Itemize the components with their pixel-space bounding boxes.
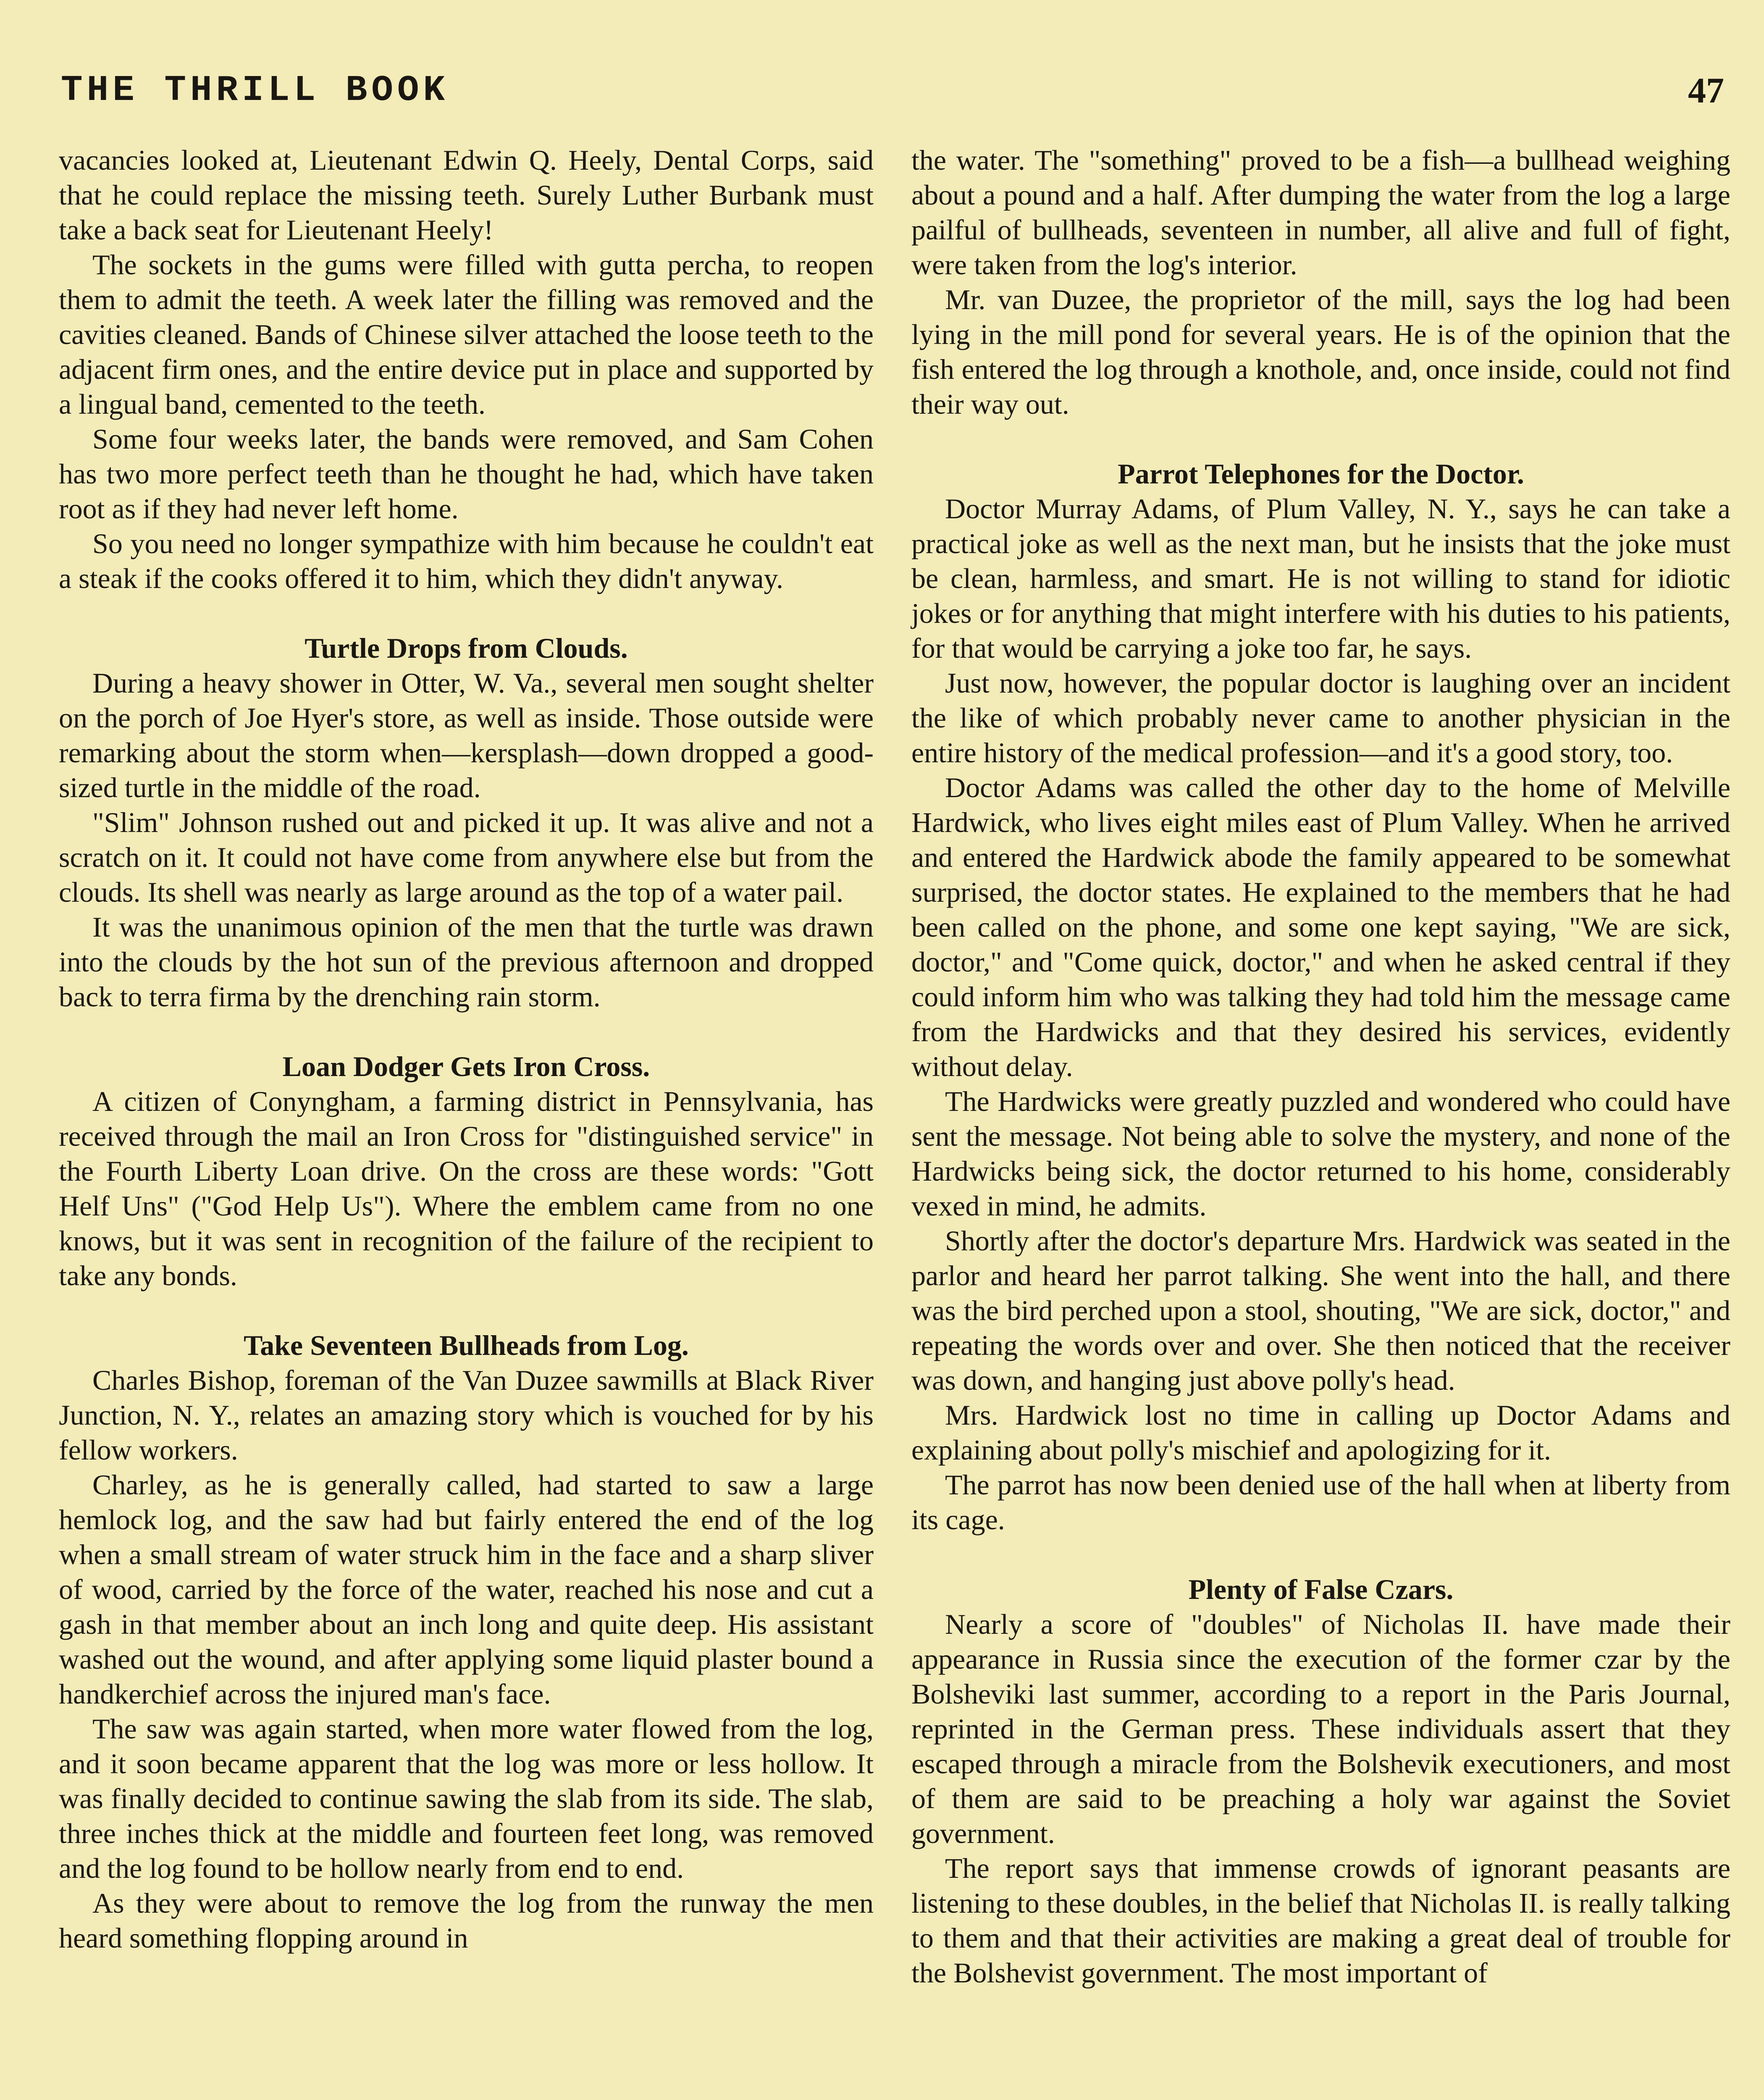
paragraph: As they were about to remove the log from the runway the men heard something flopping around in xyxy=(59,1887,874,1954)
paragraph: The sockets in the gums were filled with gutta percha, to reopen them to admit the teeth. A week later the filling was removed and the cavities cleaned. Bands of Chinese silver attached the loose teeth to the adjacent firm ones, and the entire device put in place and supported by a lingual band, cemented to the teeth. xyxy=(59,249,874,420)
section-heading-loan: Loan Dodger Gets Iron Cross. xyxy=(282,1050,650,1082)
paragraph: Charles Bishop, foreman of the Van Duzee sawmills at Black River Junction, N. Y., relates an amazing story which is vouched for by his fellow workers. xyxy=(59,1364,874,1466)
section-gap xyxy=(59,1293,874,1328)
running-header xyxy=(61,63,1724,118)
paragraph: Some four weeks later, the bands were removed, and Sam Cohen has two more perfect teeth than he thought he had, which have taken root as if they had never left home. xyxy=(59,423,874,525)
paragraph: Doctor Murray Adams, of Plum Valley, N. Y., says he can take a practical joke as well as the next man, but he insists that the joke must be clean, harmless, and smart. He is not willing to stand for idiotic jokes or for anything that might interfere with his duties to his patients, for that would be carrying a joke too far, he says. xyxy=(911,493,1730,664)
paragraph: The Hardwicks were greatly puzzled and wondered who could have sent the message. Not being able to solve the mystery, and none of the Hardwicks being sick, the doctor returned to his home, considerably vexed in mind, he admits. xyxy=(911,1085,1730,1222)
paragraph: So you need no longer sympathize with him because he couldn't eat a steak if the cooks offered it to him, which they didn't anyway. xyxy=(59,528,874,594)
paragraph: The report says that immense crowds of ignorant peasants are listening to these doubles, in the belief that Nicholas II. is really talking to them and that their activities are making a great deal of trouble for the Bolshevist government. The most important of xyxy=(911,1852,1730,1989)
page-number: 47 xyxy=(1688,70,1724,110)
paragraph: Charley, as he is generally called, had started to saw a large hemlock log, and the saw had but fairly entered the end of the log when a small stream of water struck him in the face and a sharp sliver of wood, carried by the force of the water, reached his nose and cut a gash in that member about an inch long and quite deep. His assistant washed out the wound, and after applying some liquid plaster bound a handkerchief across the injured man's face. xyxy=(59,1469,874,1710)
article-continuation: vacancies looked at, Lieutenant Edwin Q. Heely, Dental Corps, said that he could replace the missing teeth. Surely Luther Burbank must take a back seat for Lieutenant Heely! xyxy=(59,144,874,246)
section-gap xyxy=(911,1537,1730,1572)
paragraph: Mr. van Duzee, the proprietor of the mill, says the log had been lying in the mill pond for several years. He is of the opinion that the fish entered the log through a knothole, and, once inside, could not find their way out. xyxy=(911,284,1730,420)
paragraph: "Slim" Johnson rushed out and picked it up. It was alive and not a scratch on it. It could not have come from anywhere else but from the clouds. Its shell was nearly as large around as the top of a water pail. xyxy=(59,806,874,908)
section-gap xyxy=(59,596,874,631)
section-gap xyxy=(59,1014,874,1049)
paragraph: Doctor Adams was called the other day to the home of Melville Hardwick, who lives eight miles east of Plum Valley. When he arrived and entered the Hardwick abode the family appeared to be somewhat surprised, the doctor states. He explained to the members that he had been called on the phone, and some one kept saying, "We are sick, doctor," and "Come quick, doctor," and when he asked central if they could inform him who was talking they had told him the message came from the Hardwicks and that they desired his services, evidently without delay. xyxy=(911,772,1730,1082)
section-heading-bullheads: Take Seventeen Bullheads from Log. xyxy=(244,1329,689,1361)
paragraph: The saw was again started, when more water flowed from the log, and it soon became apparent that the log was more or less hollow. It was finally decided to continue sawing the slab from its side. The slab, three inches thick at the middle and fourteen feet long, was removed and the log found to be hollow nearly from end to end. xyxy=(59,1713,874,1884)
paragraph: Shortly after the doctor's departure Mrs. Hardwick was seated in the parlor and heard her parrot talking. She went into the hall, and there was the bird perched upon a stool, shouting, "We are sick, doctor," and repeating the words over and over. She then noticed that the receiver was down, and hanging just above polly's head. xyxy=(911,1225,1730,1396)
paragraph: The parrot has now been denied use of the hall when at liberty from its cage. xyxy=(911,1469,1730,1536)
paragraph: A citizen of Conyngham, a farming district in Pennsylvania, has received through the mail an Iron Cross for "distinguished service" in the Fourth Liberty Loan drive. On the cross are these words: "Gott Helf Uns" ("God Help Us"). Where the emblem came from no one knows, but it was sent in recognition of the failure of the recipient to take any bonds. xyxy=(59,1085,874,1292)
section-gap xyxy=(911,422,1730,457)
paragraph: During a heavy shower in Otter, W. Va., several men sought shelter on the porch of Joe Hyer's store, as well as inside. Those outside were remarking about the storm when—kersplash—down dropped a good-sized turtle in the middle of the road. xyxy=(59,667,874,803)
section-heading-turtle: Turtle Drops from Clouds. xyxy=(304,632,628,664)
paragraph: Nearly a score of "doubles" of Nicholas II. have made their appearance in Russia since the execution of the former czar by the Bolsheviki last summer, according to a report in the Paris Journal, reprinted in the German press. These individuals assert that they escaped through a miracle from the Bolshevik executioners, and most of them are said to be preaching a holy war against the Soviet government. xyxy=(911,1608,1730,1849)
section-heading-parrot: Parrot Telephones for the Doctor. xyxy=(1118,458,1524,490)
right-column xyxy=(911,143,1730,1990)
paragraph: Mrs. Hardwick lost no time in calling up Doctor Adams and explaining about polly's mischief and apologizing for it. xyxy=(911,1399,1730,1466)
paragraph: It was the unanimous opinion of the men that the turtle was drawn into the clouds by the hot sun of the previous afternoon and dropped back to terra firma by the drenching rain storm. xyxy=(59,911,874,1013)
section-heading-czars: Plenty of False Czars. xyxy=(1188,1573,1454,1605)
paragraph: Just now, however, the popular doctor is laughing over an incident the like of which probably never came to another physician in the entire history of the medical profession—and it's a good story, too. xyxy=(911,667,1730,769)
magazine-title: THE THRILL BOOK xyxy=(61,70,449,111)
left-column xyxy=(59,143,874,1956)
article-continuation: the water. The "something" proved to be a fish—a bullhead weighing about a pound and a half. After dumping the water from the log a large pailful of bullheads, seventeen in number, all alive and full of fight, were taken from the log's interior. xyxy=(911,144,1730,281)
